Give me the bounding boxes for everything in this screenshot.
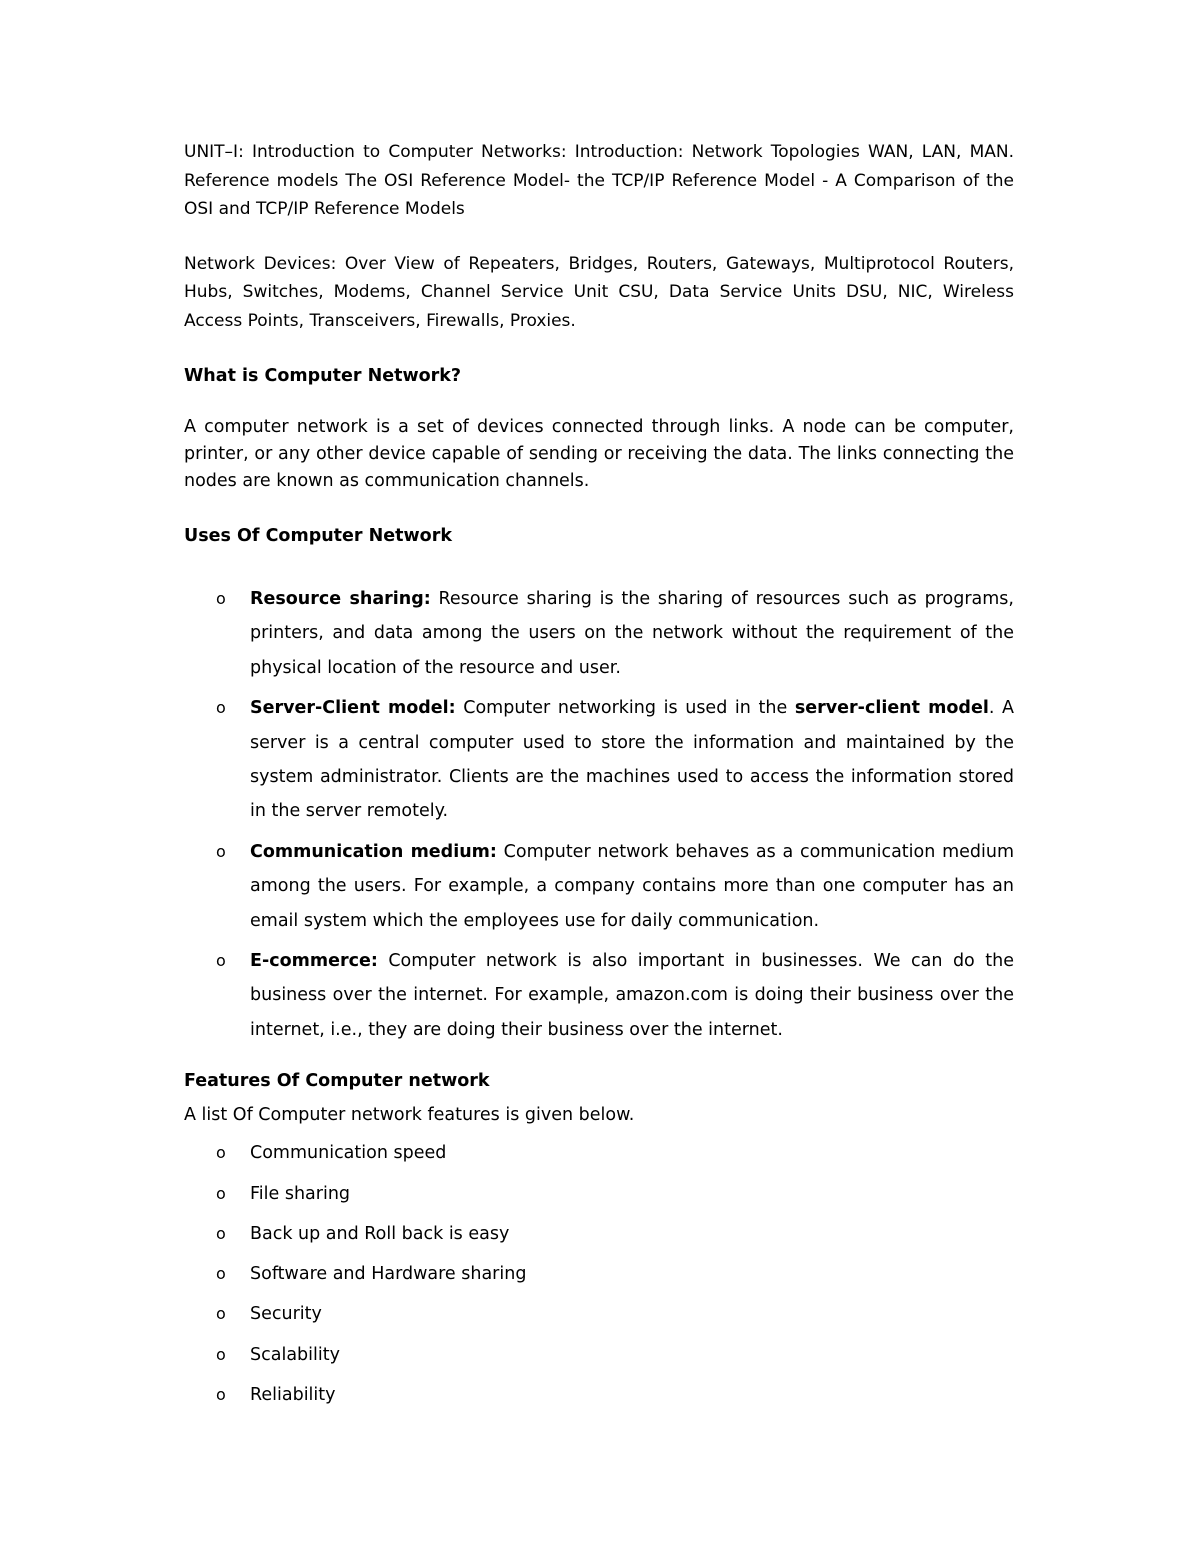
- list-item-text: Reliability: [250, 1385, 336, 1406]
- bullet-glyph: o: [216, 698, 226, 718]
- list-item: [184, 1180, 1014, 1208]
- what-is-paragraph: A computer network is a set of devices connected through links. A node can be computer, printer, or any other device capable of sending or receiving the data. The links connecting the nodes are known as communication channels.: [184, 417, 1014, 491]
- list-item-emphasis: server-client model: [794, 698, 989, 719]
- list-item-text: Scalability: [250, 1344, 340, 1365]
- list-item-text: Computer network behaves as a communication medium among the users. For example, a company contains more than one computer has an email system which the employees use for daily communication.: [250, 841, 1014, 931]
- bullet-glyph: o: [216, 1385, 226, 1405]
- list-item-text: File sharing: [250, 1183, 351, 1204]
- uses-heading: Uses Of Computer Network: [184, 526, 452, 546]
- unit-overview-paragraph: UNIT–I: Introduction to Computer Networks: Introduction: Network Topologies WAN, LAN, MAN. Reference models The OSI Reference Model- the TCP/IP Reference Model - A Comparison of the OSI and TCP/IP Reference Models: [184, 142, 1014, 219]
- list-item: [184, 835, 1014, 938]
- list-item: [184, 582, 1014, 685]
- bullet-glyph: o: [216, 1264, 226, 1284]
- list-item-text: Computer network is also important in businesses. We can do the business over the internet. For example, amazon.com is doing their business over the internet, i.e., they are doing their business over the internet.: [250, 951, 1014, 1040]
- list-item: [184, 1341, 1014, 1369]
- list-item: [184, 1220, 1014, 1248]
- bullet-glyph: o: [216, 1223, 226, 1243]
- list-item-term: Communication medium:: [250, 841, 497, 862]
- bullet-glyph: o: [216, 1183, 226, 1203]
- list-item: [184, 1260, 1014, 1288]
- uses-list: [184, 582, 1014, 1047]
- bullet-glyph: o: [216, 1344, 226, 1364]
- list-item-text: Resource sharing is the sharing of resources such as programs, printers, and data among the users on the network without the requirement of the physical location of the resource and user.: [250, 589, 1014, 678]
- list-item-term: Server-Client model:: [250, 698, 456, 719]
- list-item-text: Security: [250, 1304, 322, 1325]
- list-item-text: Software and Hardware sharing: [250, 1264, 527, 1285]
- document-page: [184, 138, 1014, 1421]
- list-item-text: . A server is a central computer used to store the information and maintained by the system administrator. Clients are the machines used to access the information stored in the server remotely.: [250, 698, 1014, 822]
- list-item: [184, 1139, 1014, 1167]
- bullet-glyph: o: [216, 1304, 226, 1324]
- features-list: [184, 1139, 1014, 1409]
- bullet-glyph: o: [216, 1143, 226, 1163]
- features-intro: A list Of Computer network features is given below.: [184, 1105, 635, 1126]
- list-item: [184, 1381, 1014, 1409]
- list-item-term: Resource sharing:: [250, 589, 431, 609]
- list-item: [184, 1300, 1014, 1328]
- bullet-glyph: o: [216, 841, 226, 861]
- list-item-term: E-commerce:: [250, 951, 378, 972]
- list-item-text: Communication speed: [250, 1143, 447, 1164]
- list-item-text: Back up and Roll back is easy: [250, 1223, 510, 1244]
- list-item: [184, 944, 1014, 1047]
- list-item: [184, 691, 1014, 829]
- bullet-glyph: o: [216, 589, 226, 608]
- network-devices-paragraph: Network Devices: Over View of Repeaters, Bridges, Routers, Gateways, Multiprotocol Routers, Hubs, Switches, Modems, Channel Service Unit CSU, Data Service Units DSU, NIC, Wireless Access Points, Transceivers, Firewalls, Proxies.: [184, 253, 1014, 331]
- bullet-glyph: o: [216, 951, 226, 971]
- what-is-heading: What is Computer Network?: [184, 366, 462, 386]
- features-heading: Features Of Computer network: [184, 1071, 490, 1092]
- list-item-text: Computer networking is used in the: [455, 698, 795, 719]
